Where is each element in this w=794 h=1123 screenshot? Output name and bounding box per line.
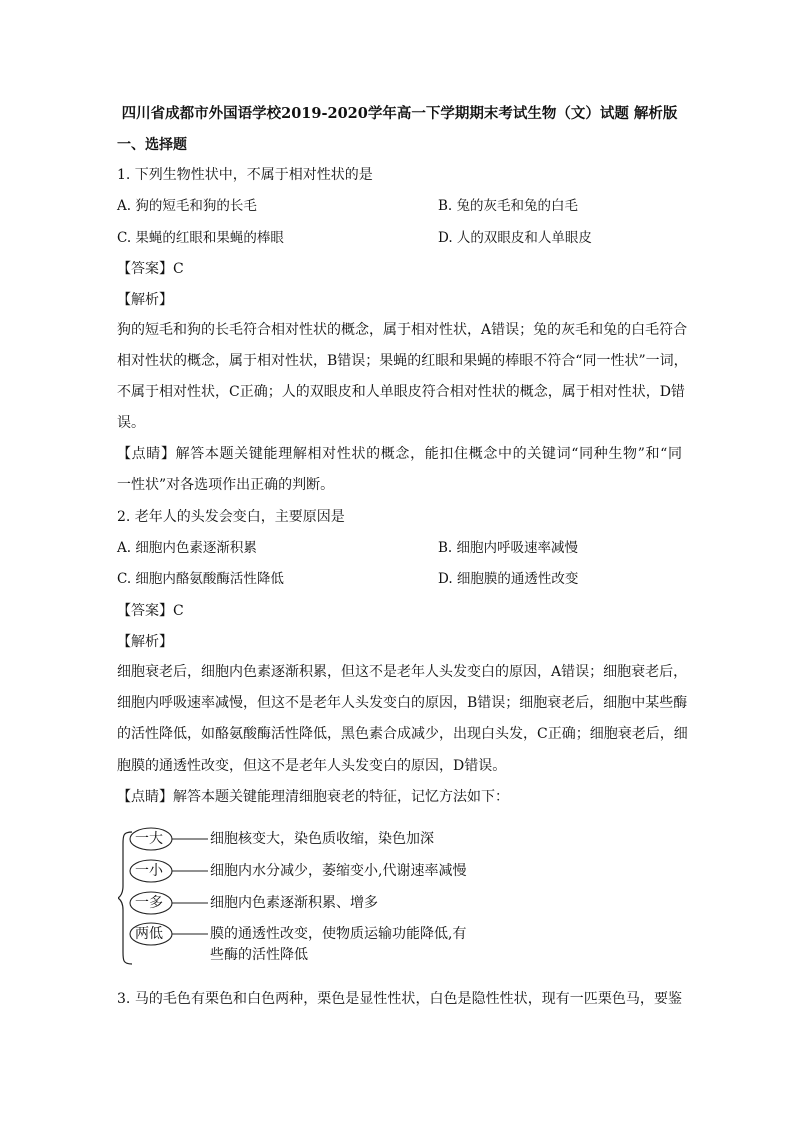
- question-2-analysis-line: 细胞衰老后，细胞内色素逐渐积累，但这不是老年人头发变白的原因，A错误；细胞衰老后，: [117, 664, 688, 680]
- diagram-label: 一多: [135, 895, 163, 911]
- aging-mnemonic-diagram: [118, 822, 518, 972]
- question-2-analysis-line: 胞膜的通透性改变，但这不是老年人头发变白的原因，D错误。: [117, 758, 507, 774]
- diagram-text: 细胞内水分减少，萎缩变小,代谢速率减慢: [210, 863, 467, 879]
- document-title: 四川省成都市外国语学校2019-2020学年高一下学期期末考试生物（文）试题 解析版: [121, 105, 678, 122]
- question-1-analysis-line: 相对性状的概念，属于相对性状，B错误；果蝇的红眼和果蝇的棒眼不符合“同一性状”一词，: [117, 353, 688, 369]
- question-2-option-d: D. 细胞膜的通透性改变: [438, 571, 579, 587]
- question-3-stem: 3. 马的毛色有栗色和白色两种，栗色是显性性状，白色是隐性性状，现有一匹栗色马，要鉴: [117, 991, 682, 1007]
- question-1-option-d: D. 人的双眼皮和人单眼皮: [438, 230, 592, 246]
- question-1-analysis-line: 不属于相对性状，C正确；人的双眼皮和人单眼皮符合相对性状的概念，属于相对性状，D错: [117, 384, 685, 400]
- question-1-tip-line: 【点睛】解答本题关键能理解相对性状的概念，能扣住概念中的关键词“同种生物”和“同: [117, 446, 682, 462]
- brace-path: [118, 832, 132, 964]
- question-2-option-b: B. 细胞内呼吸速率减慢: [438, 540, 579, 556]
- section-heading: 一、选择题: [117, 137, 187, 153]
- question-2-analysis-line: 的活性降低，如酪氨酸酶活性降低，黑色素合成减少，出现白头发，C正确；细胞衰老后，细: [117, 726, 688, 742]
- question-2-stem: 2. 老年人的头发会变白，主要原因是: [117, 509, 345, 525]
- question-1-option-c: C. 果蝇的红眼和果蝇的棒眼: [117, 230, 284, 246]
- question-2-answer: 【答案】C: [117, 603, 184, 619]
- question-2-option-c: C. 细胞内酪氨酸酶活性降低: [117, 571, 284, 587]
- diagram-label: 一小: [135, 863, 163, 879]
- question-2-tip: 【点睛】解答本题关键能理清细胞衰老的特征，记忆方法如下：: [117, 789, 509, 805]
- question-1-option-b: B. 兔的灰毛和兔的白毛: [438, 198, 579, 214]
- diagram-label: 两低: [135, 926, 163, 942]
- diagram-text: 膜的通透性改变，使物质运输功能降低,有: [210, 926, 467, 942]
- question-2-option-a: A. 细胞内色素逐渐积累: [117, 540, 257, 556]
- question-1-analysis-heading: 【解析】: [117, 292, 173, 308]
- question-1-analysis-line: 狗的短毛和狗的长毛符合相对性状的概念，属于相对性状，A错误；兔的灰毛和兔的白毛符合: [117, 322, 688, 338]
- question-2-analysis-line: 细胞内呼吸速率减慢，但这不是老年人头发变白的原因，B错误；细胞衰老后，细胞中某些酶: [117, 695, 688, 711]
- diagram-text: 细胞核变大，染色质收缩，染色加深: [210, 831, 434, 847]
- diagram-text: 细胞内色素逐渐积累、增多: [210, 895, 378, 911]
- question-1-answer: 【答案】C: [117, 261, 184, 277]
- question-2-analysis-heading: 【解析】: [117, 634, 173, 650]
- question-1-tip-line: 一性状”对各选项作出正确的判断。: [117, 477, 335, 493]
- question-1-analysis-line: 误。: [117, 415, 145, 431]
- diagram-text: 些酶的活性降低: [210, 947, 308, 963]
- diagram-label: 一大: [135, 831, 163, 847]
- question-1-option-a: A. 狗的短毛和狗的长毛: [117, 198, 257, 214]
- question-1-stem: 1. 下列生物性状中，不属于相对性状的是: [117, 167, 373, 183]
